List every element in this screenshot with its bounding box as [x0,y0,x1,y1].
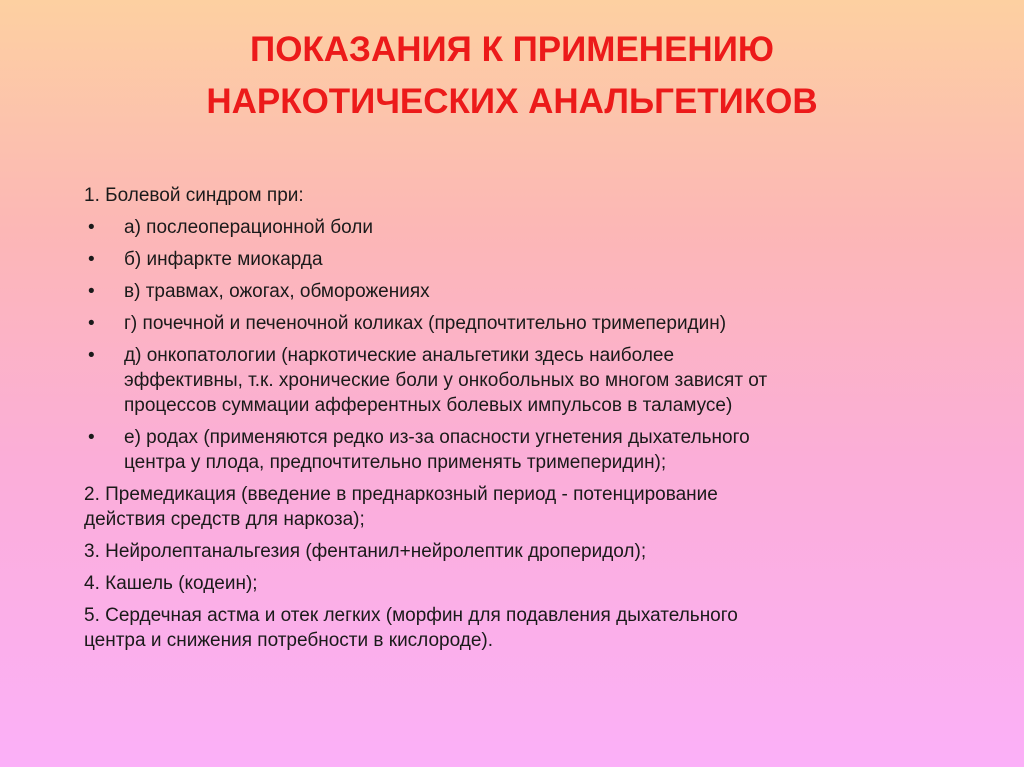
bullet-icon: • [88,217,95,238]
bullet-icon: • [88,345,95,366]
list-item-text-line: центра и снижения потребности в кислороде). [84,630,494,651]
list-item-text-line: д) онкопатологии (наркотические анальгетики здесь наиболее [124,345,675,366]
list-item-postoperative-pain [84,215,904,240]
slide-title [0,24,1024,128]
list-item-text-line: 5. Сердечная астма и отек легких (морфин для подавления дыхательного [84,605,738,626]
list-item-cardiac-asthma [84,603,904,653]
list-item-myocardial-infarction [84,247,904,272]
list-item-pain-syndrome [84,183,904,208]
list-item-text-line: процессов суммации афферентных болевых импульсов в таламусе) [124,395,733,416]
slide-title-line-2: НАРКОТИЧЕСКИХ АНАЛЬГЕТИКОВ [206,82,818,121]
list-item-text-line: 2. Премедикация (введение в преднаркозный период - потенцирование [84,484,718,505]
list-item-oncopathology [84,343,904,418]
indications-list [84,183,904,660]
list-item-childbirth [84,425,904,475]
list-item-neuroleptanalgesia [84,539,904,564]
list-item-text: а) послеоперационной боли [124,217,373,238]
list-item-text: 3. Нейролептанальгезия (фентанил+нейролептик дроперидол); [84,541,647,562]
list-item-text-line: действия средств для наркоза); [84,509,365,530]
list-item-text-line: центра у плода, предпочтительно применять тримеперидин); [124,452,667,473]
list-item-trauma-burns [84,279,904,304]
list-item-cough [84,571,904,596]
bullet-icon: • [88,249,95,270]
list-item-text: г) почечной и печеночной коликах (предпочтительно тримеперидин) [124,313,727,334]
list-item-text: б) инфаркте миокарда [124,249,323,270]
list-item-text-line: эффективны, т.к. хронические боли у онкобольных во многом зависят от [124,370,768,391]
bullet-icon: • [88,281,95,302]
bullet-icon: • [88,427,95,448]
list-item-text: в) травмах, ожогах, обморожениях [124,281,430,302]
list-item-premedication [84,482,904,532]
bullet-icon: • [88,313,95,334]
list-item-text-line: е) родах (применяются редко из-за опасности угнетения дыхательного [124,427,750,448]
list-item-text: 1. Болевой синдром при: [84,185,304,206]
list-item-text: 4. Кашель (кодеин); [84,573,258,594]
slide-title-line-1: ПОКАЗАНИЯ К ПРИМЕНЕНИЮ [250,30,774,69]
list-item-colic [84,311,904,336]
